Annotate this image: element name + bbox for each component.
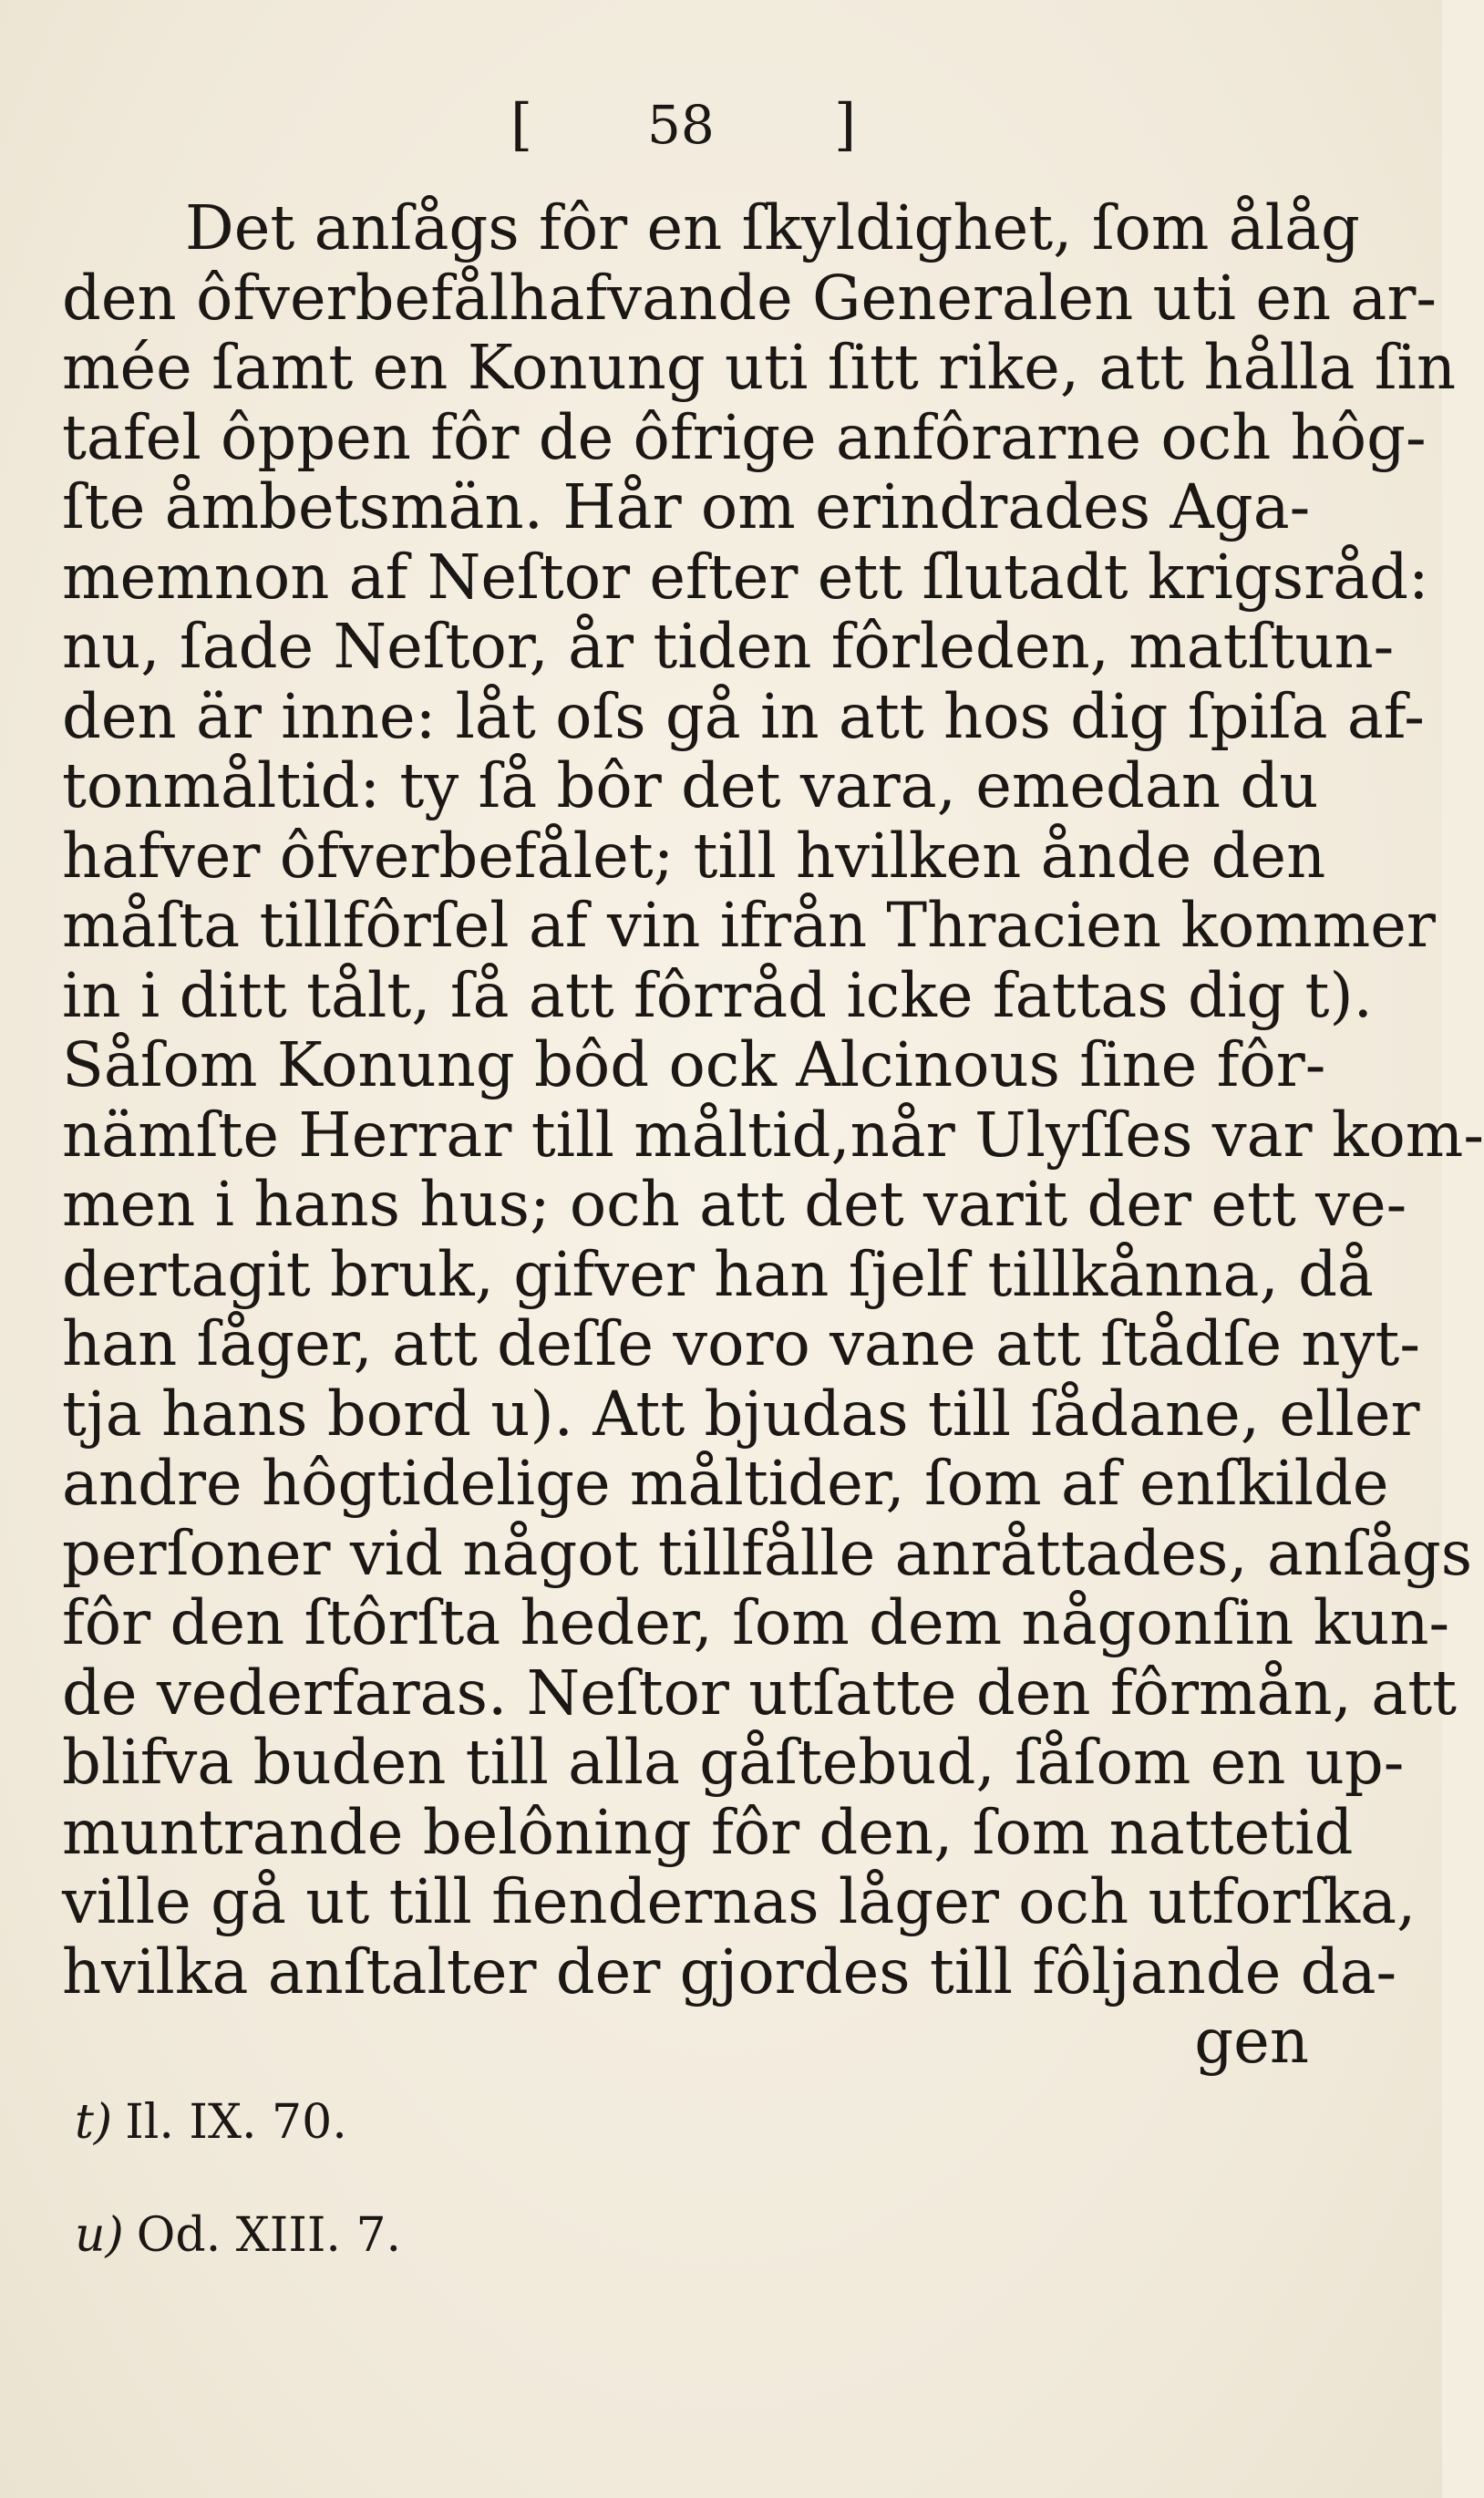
text-line: tja hans bord u). Att bjudas till ſådane, eller (62, 1378, 1420, 1450)
text-line: in i ditt tålt, ſå att fôrråd icke fattas dig t). (62, 959, 1373, 1031)
catchword: gen (1194, 2006, 1309, 2077)
header-bracket-left: [ (510, 91, 533, 158)
text-line: nämſte Herrar till måltid,når Ulyſſes var kom- (62, 1099, 1484, 1171)
text-line: måſta tillfôrſel af vin ifrån Thracien kommer (62, 890, 1436, 961)
text-line: men i hans hus; och att det varit der ett ve- (62, 1169, 1407, 1240)
footnotes (75, 2086, 895, 2272)
page-header (492, 84, 875, 166)
text-line: mée ſamt en Konung uti ſitt rike, att hålla ſin (62, 332, 1457, 403)
text-line: Det anſågs fôr en ſkyldighet, ſom ålåg (185, 192, 1360, 263)
footnote-t (75, 2086, 895, 2159)
text-line: dertagit bruk, gifver han ſjelf tillkånna, då (62, 1238, 1374, 1310)
text-line: de vederfaras. Neſtor utſatte den fôrmån, att (62, 1657, 1458, 1729)
text-line: hvilka anſtalter der gjordes till fôljande da- (62, 1935, 1397, 2008)
footnote-marker: u) (75, 2208, 124, 2263)
footnote-u (75, 2199, 895, 2272)
text-line: Såſom Konung bôd ock Alcinous ſine fôr- (62, 1029, 1326, 1100)
text-line: han ſåger, att deſſe voro vane att ſtådſe nyt- (62, 1308, 1420, 1379)
footnote-text: Il. IX. 70. (125, 2095, 347, 2150)
text-line: den är inne: låt oſs gå in att hos dig ſpiſa af- (62, 680, 1425, 752)
text-line: blifva buden till alla gåſtebud, ſåſom en up- (62, 1727, 1405, 1798)
text-line: muntrande belôning fôr den, ſom nattetid (62, 1796, 1354, 1868)
text-line: fôr den ſtôrſta heder, ſom dem någonſin kun- (62, 1587, 1450, 1658)
header-bracket-right: ] (834, 91, 857, 158)
text-line: tonmåltid: ty ſå bôr det vara, emedan du (62, 750, 1319, 821)
text-line: den ôfverbefålhafvande Generalen uti en ar- (62, 262, 1438, 334)
footnote-marker: t) (75, 2095, 113, 2150)
text-line: ville gå ut till fiendernas låger och utforſka, (62, 1866, 1417, 1937)
text-line: andre hôgtidelige måltider, ſom af enſkilde (62, 1448, 1389, 1519)
text-line: nu, ſade Neſtor, år tiden fôrleden, matſtun- (62, 611, 1395, 682)
page-number: 58 (647, 94, 715, 156)
text-line: perſoner vid något tillfålle anråttades, anſågs (62, 1517, 1473, 1589)
text-line: hafver ôfverbefålet; till hvilken ånde den (62, 820, 1326, 892)
text-line: ſte åmbetsmän. Hår om erindrades Aga- (62, 471, 1311, 542)
footnote-text: Od. XIII. 7. (136, 2208, 402, 2263)
body-text (62, 192, 1484, 2077)
text-line: memnon af Neſtor efter ett ſlutadt krigsråd: (62, 541, 1429, 613)
text-line: tafel ôppen fôr de ôfrige anfôrarne och hôg- (62, 401, 1427, 473)
